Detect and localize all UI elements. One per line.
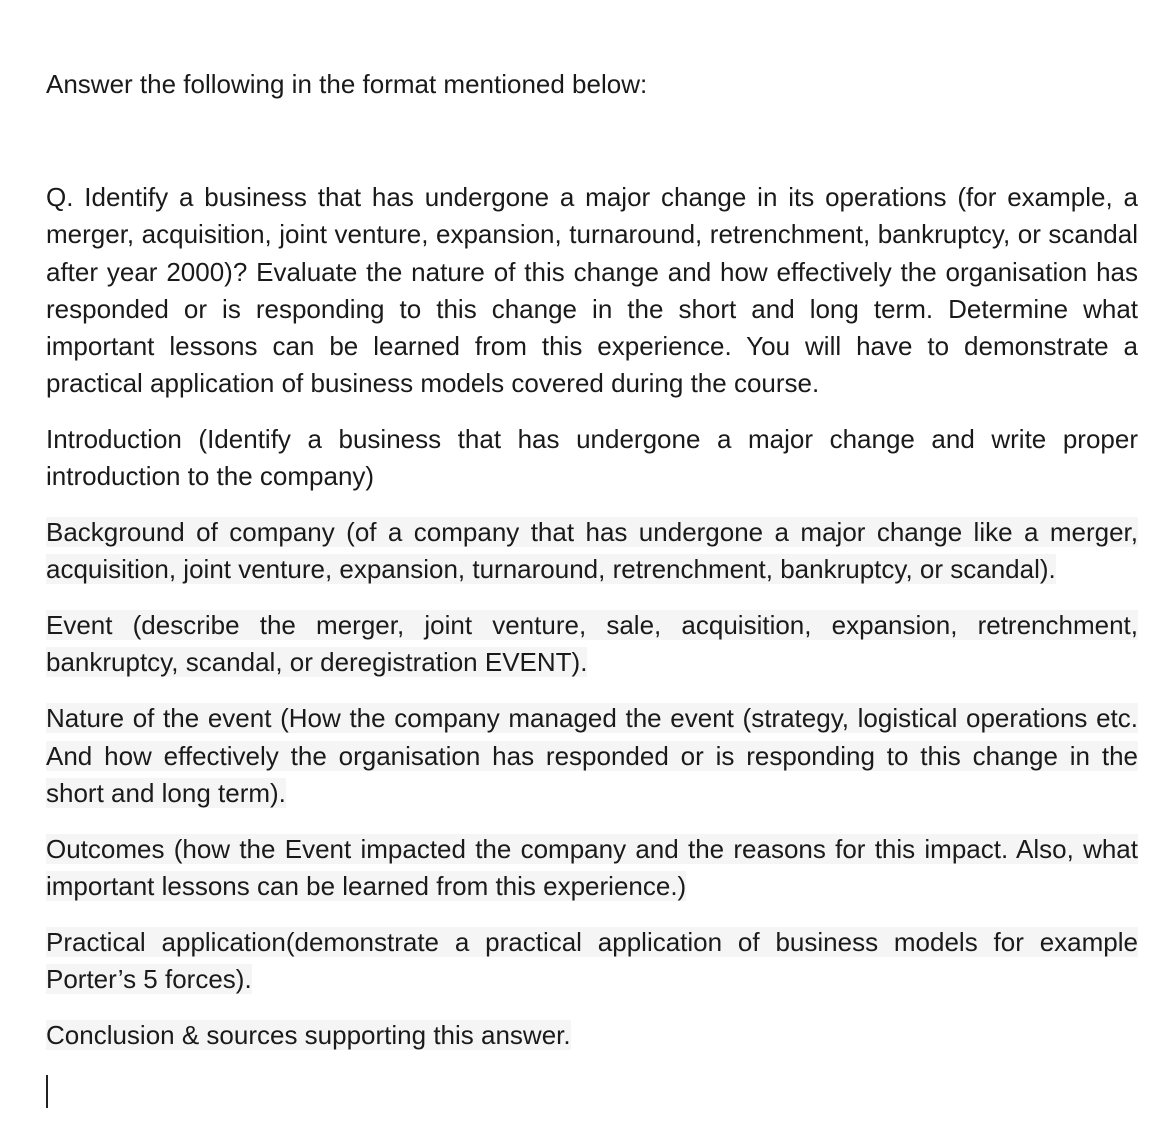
section-introduction-text: Introduction (Identify a business that has undergone a major change and write proper introduction to the company) (46, 424, 1138, 492)
section-event (46, 607, 1138, 682)
question-paragraph: Q. Identify a business that has undergone a major change in its operations (for example, a merger, acquisition, joint venture, expansion, turnaround, retrenchment, bankruptcy, or scandal after year 2000)? Evaluate the nature of this change and how effectively the organisation has responded or is responding to this change in the short and long term. Determine what important lessons can be learned from this experience. You will have to demonstrate a practical application of business models covered during the course. (46, 182, 1138, 399)
section-nature (46, 700, 1138, 812)
section-background (46, 514, 1138, 589)
section-event-text: Event (describe the merger, joint venture, sale, acquisition, expansion, retrenchment, bankruptcy, scandal, or deregistration EVENT). (46, 610, 1138, 678)
section-practical-text: Practical application(demonstrate a practical application of business models for example Porter’s 5 forces). (46, 926, 1138, 995)
section-nature-text: Nature of the event (How the company managed the event (strategy, logistical operations etc. And how effectively the organisation has responded or is responding to this change in the short and long term). (46, 703, 1138, 808)
instruction-text: Answer the following in the format mentioned below: (46, 69, 648, 99)
section-outcomes-text: Outcomes (how the Event impacted the company and the reasons for this impact. Also, what important lessons can be learned from this experience.) (46, 833, 1138, 901)
section-outcomes (46, 831, 1138, 906)
section-conclusion-text: Conclusion & sources supporting this answer. (46, 1019, 571, 1050)
text-cursor[interactable] (46, 1075, 48, 1108)
section-practical (46, 924, 1138, 999)
section-background-text: Background of company (of a company that has undergone a major change like a merger, acquisition, joint venture, expansion, turnaround, retrenchment, bankruptcy, or scandal). (46, 517, 1138, 585)
section-introduction (46, 421, 1138, 496)
section-conclusion (46, 1017, 1138, 1054)
section-list (46, 421, 1138, 1073)
